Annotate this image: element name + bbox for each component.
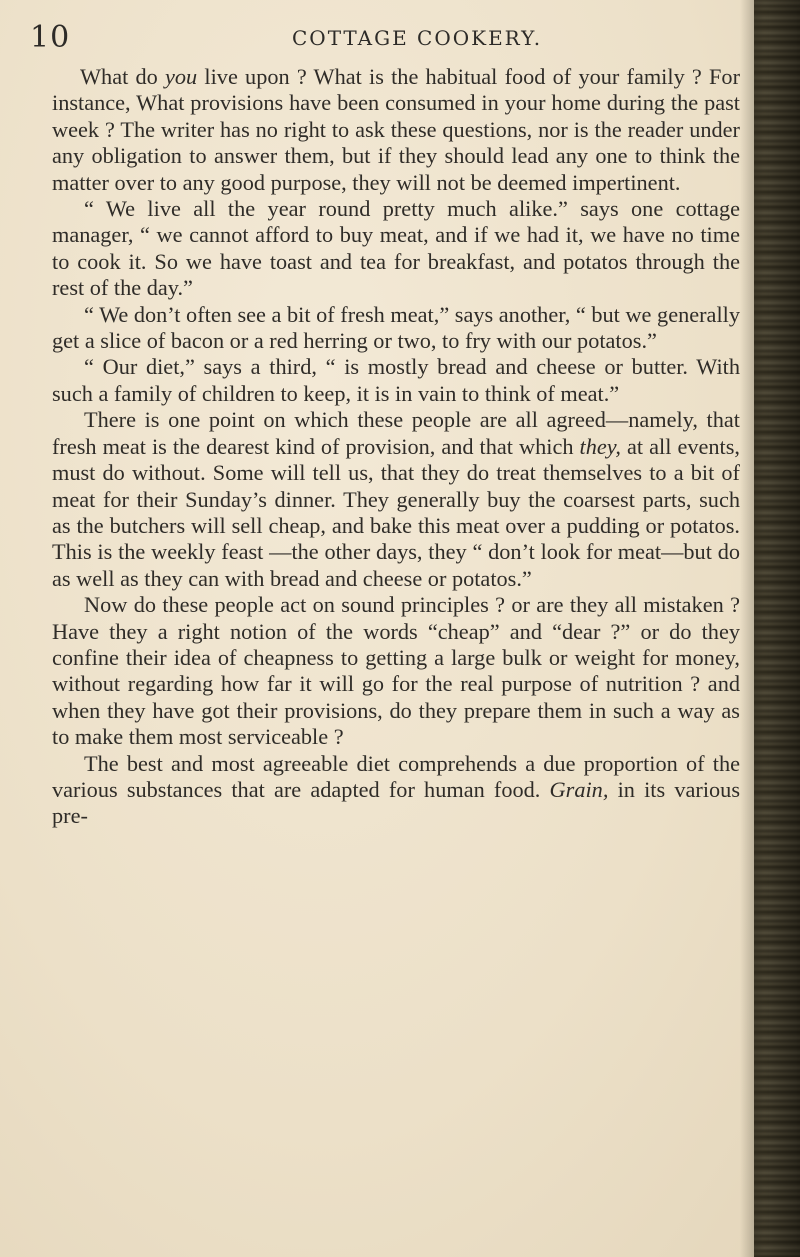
paragraph (52, 64, 740, 196)
page-header (30, 20, 740, 60)
paragraph (52, 302, 740, 355)
text-segment: in its various pre- (52, 776, 740, 829)
italic-text: Grain, (549, 776, 609, 802)
text-segment: Now do these people act on sound principles ? or are they all mistaken ? Have they a right notion of the words “cheap” and “dear ?” or do they confine their idea of cheapness to getting a large bulk or weight for money, without regarding how far it will go for the real purpose of nutrition ? and when they have got their provisions, do they prepare them in such a way as to make them most serviceable ? (52, 592, 740, 750)
text-segment: “ We don’t often see a bit of fresh meat,” says another, “ but we generally get a slice of bacon or a red herring or two, to fry with our potatos.” (52, 301, 740, 354)
body-text (52, 64, 740, 830)
italic-text: they, (579, 433, 622, 459)
italic-text: you (165, 64, 198, 89)
text-segment: The best and most agreeable diet comprehends a due proportion of the various substances that are adapted for human food. (52, 750, 740, 802)
paragraph (52, 196, 740, 302)
paragraph (52, 407, 740, 592)
text-segment: “ Our diet,” says a third, “ is mostly bread and cheese or butter. With such a family of children to keep, it is in vain to think of meat.” (52, 354, 740, 406)
paragraph (52, 751, 740, 830)
text-segment: There is one point on which these people are all agreed—namely, that fresh meat is the dearest kind of provision, and that which (52, 407, 740, 459)
paragraph (52, 592, 740, 750)
text-segment: “ We live all the year round pretty much alike.” says one cottage manager, “ we cannot afford to buy meat, and if we had it, we have no time to cook it. So we have toast and tea for breakfast, and potatos through the rest of the day.” (52, 196, 740, 301)
text-segment: What do (80, 64, 165, 89)
running-title: COTTAGE COOKERY. (292, 26, 543, 50)
text-segment: live upon ? What is the habitual food of your family ? For instance, What provisions have been consumed in your home during the past week ? The writer has no right to ask these questions, nor is the reader under any obligation to answer them, but if they should lead any one to think the matter over to any good purpose, they will not be deemed impertinent. (52, 64, 741, 195)
text-segment: at all events, must do without. Some will tell us, that they do treat themselves to a bit of meat for their Sunday’s dinner. They generally buy the coarsest parts, such as the butchers will sell cheap, and bake this meat over a pudding or potatos. This is the weekly feast —the other days, they “ don’t look for meat—but do as well as they can with bread and cheese or potatos.” (52, 433, 740, 591)
book-binding-edge (754, 0, 800, 1257)
page-number: 10 (30, 20, 71, 55)
paragraph (52, 354, 740, 407)
